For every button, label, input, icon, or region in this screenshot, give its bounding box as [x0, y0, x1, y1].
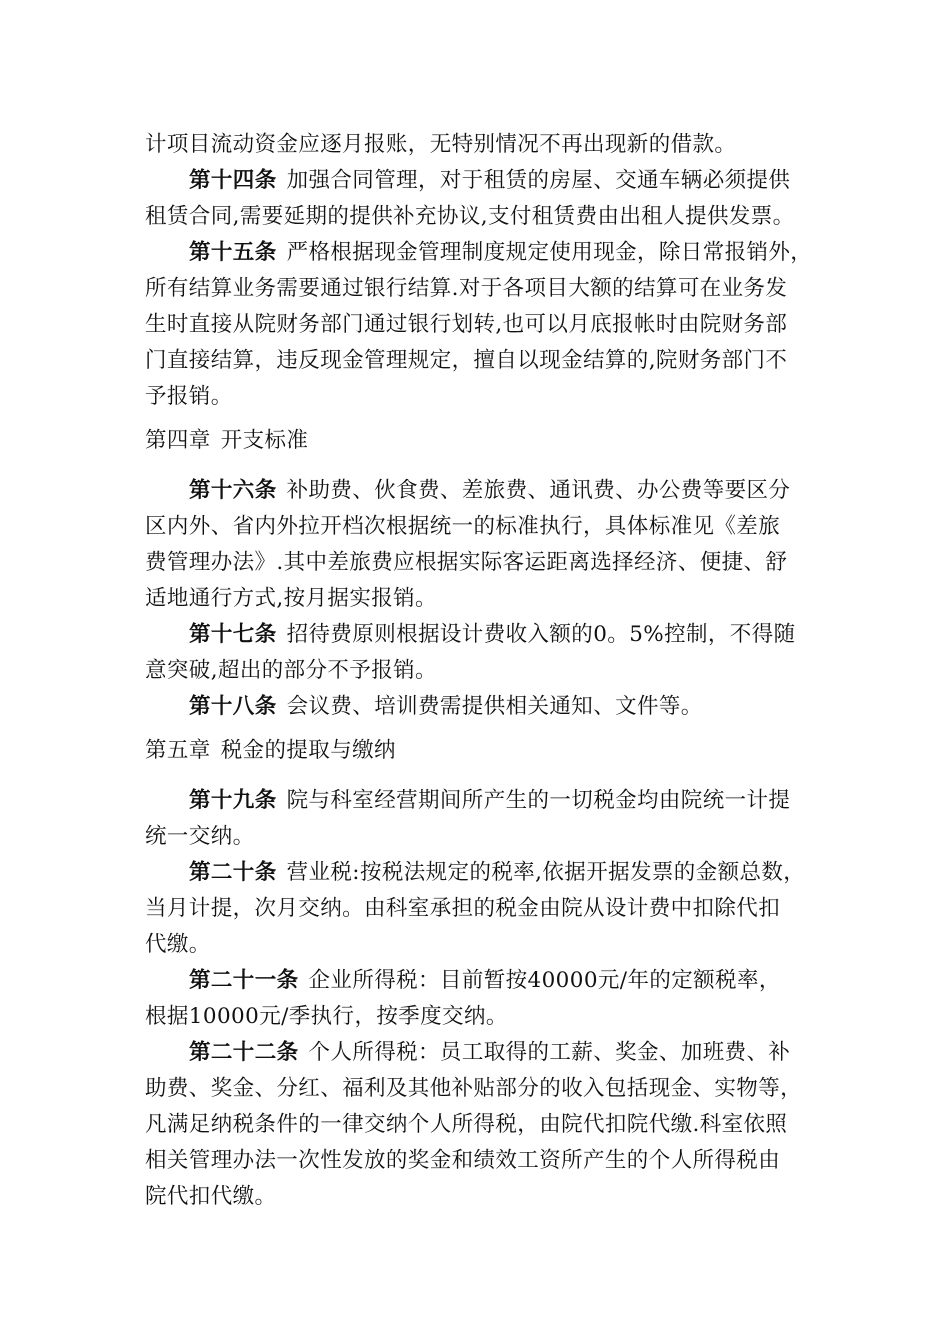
paragraph-line: 加强合同管理，对于租赁的房屋、交通车辆必须提供 — [286, 168, 791, 193]
chapter-heading-4 — [145, 423, 815, 459]
article-label: 第十九条 — [189, 788, 277, 813]
paragraph-line: 当月计提，次月交纳。由科室承担的税金由院从设计费中扣除代扣 — [145, 896, 781, 921]
paragraph-line: 适地通行方式,按月据实报销。 — [145, 586, 437, 611]
chapter-heading-5 — [145, 733, 815, 769]
chapter-number: 第四章 — [145, 428, 211, 453]
paragraph-line: 企业所得税：目前暂按40000元/年的定额税率， — [308, 968, 781, 993]
paragraph-line: 费管理办法》.其中差旅费应根据实际客运距离选择经济、便捷、舒 — [145, 550, 788, 575]
article-label: 第十四条 — [189, 168, 277, 193]
paragraph-line: 租赁合同,需要延期的提供补充协议,支付租赁费由出租人提供发票。 — [145, 204, 795, 229]
article-label: 第十六条 — [189, 478, 277, 503]
article-14 — [145, 163, 815, 235]
paragraph-line: 院代扣代缴。 — [145, 1184, 277, 1209]
paragraph-line: 补助费、伙食费、差旅费、通讯费、办公费等要区分 — [286, 478, 791, 503]
paragraph-line: 门直接结算，违反现金管理规定，擅自以现金结算的,院财务部门不 — [145, 348, 788, 373]
article-19 — [145, 783, 815, 855]
article-label: 第十八条 — [189, 694, 277, 719]
paragraph-line: 个人所得税：员工取得的工薪、奖金、加班费、补 — [308, 1040, 791, 1065]
article-20 — [145, 855, 815, 963]
article-22 — [145, 1035, 815, 1215]
paragraph-line: 营业税:按税法规定的税率,依据开据发票的金额总数， — [286, 860, 806, 885]
article-label: 第十五条 — [189, 240, 277, 265]
article-18 — [145, 689, 815, 725]
article-label: 第二十条 — [189, 860, 277, 885]
paragraph-line: 院与科室经营期间所产生的一切税金均由院统一计提 — [286, 788, 791, 813]
document-page — [145, 127, 815, 1215]
paragraph-line: 区内外、省内外拉开档次根据统一的标准执行，具体标准见《差旅 — [145, 514, 781, 539]
paragraph-line: 凡满足纳税条件的一律交纳个人所得税，由院代扣院代缴.科室依照 — [145, 1112, 788, 1137]
paragraph-line: 计项目流动资金应逐月报账，无特别情况不再出现新的借款。 — [145, 132, 737, 157]
paragraph-line: 统一交纳。 — [145, 824, 255, 849]
paragraph-line: 相关管理办法一次性发放的奖金和绩效工资所产生的个人所得税由 — [145, 1148, 781, 1173]
article-21 — [145, 963, 815, 1035]
paragraph-line: 生时直接从院财务部门通过银行划转,也可以月底报帐时由院财务部 — [145, 312, 788, 337]
article-16 — [145, 473, 815, 617]
chapter-number: 第五章 — [145, 738, 211, 763]
article-label: 第十七条 — [189, 622, 277, 647]
paragraph-line: 根据10000元/季执行，按季度交纳。 — [145, 1004, 508, 1029]
paragraph-line: 代缴。 — [145, 932, 211, 957]
paragraph-line: 意突破,超出的部分不予报销。 — [145, 658, 437, 683]
paragraph-line: 招待费原则根据设计费收入额的0。5%控制，不得随 — [286, 622, 796, 647]
chapter-title: 税金的提取与缴纳 — [220, 738, 396, 763]
paragraph-line: 严格根据现金管理制度规定使用现金，除日常报销外， — [286, 240, 813, 265]
article-15 — [145, 235, 815, 415]
article-17 — [145, 617, 815, 689]
paragraph-line: 予报销。 — [145, 384, 233, 409]
paragraph-line: 助费、奖金、分红、福利及其他补贴部分的收入包括现金、实物等， — [145, 1076, 803, 1101]
paragraph-line: 所有结算业务需要通过银行结算.对于各项目大额的结算可在业务发 — [145, 276, 788, 301]
chapter-title: 开支标准 — [220, 428, 309, 453]
article-label: 第二十一条 — [189, 968, 299, 993]
article-label: 第二十二条 — [189, 1040, 299, 1065]
paragraph-line: 会议费、培训费需提供相关通知、文件等。 — [286, 694, 703, 719]
